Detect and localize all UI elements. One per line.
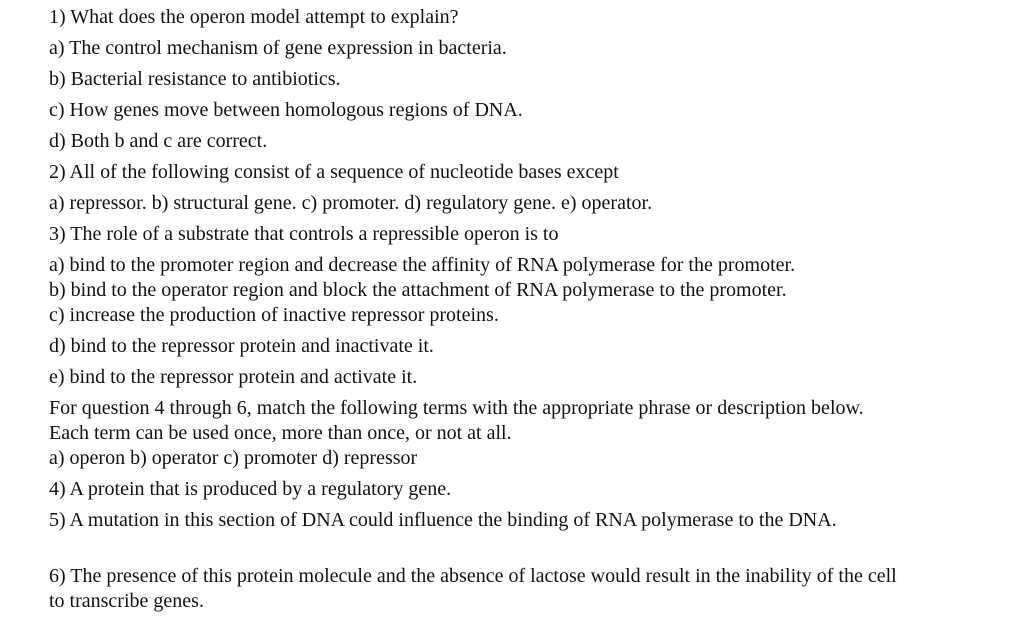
question-1: 1) What does the operon model attempt to explain?	[49, 6, 459, 28]
question-1-option-b: b) Bacterial resistance to antibiotics.	[49, 68, 341, 90]
question-3: 3) The role of a substrate that controls a repressible operon is to	[49, 223, 559, 245]
question-3-option-a: a) bind to the promoter region and decrease the affinity of RNA polymerase for the promoter.	[49, 254, 796, 276]
question-3-option-c: c) increase the production of inactive repressor proteins.	[49, 304, 499, 326]
question-5: 5) A mutation in this section of DNA could influence the binding of RNA polymerase to the DNA.	[49, 509, 837, 531]
question-1-option-a: a) The control mechanism of gene expression in bacteria.	[49, 37, 507, 59]
question-1-option-d: d) Both b and c are correct.	[49, 130, 268, 152]
matching-instructions: For question 4 through 6, match the following terms with the appropriate phrase or description below. Each term can be used once, more than once, or not at all.	[49, 397, 864, 444]
question-3-option-e: e) bind to the repressor protein and activate it.	[49, 366, 418, 388]
question-3-option-b: b) bind to the operator region and block the attachment of RNA polymerase to the promoter.	[49, 279, 787, 301]
question-1-option-c: c) How genes move between homologous regions of DNA.	[49, 99, 523, 121]
question-4: 4) A protein that is produced by a regulatory gene.	[49, 478, 452, 500]
matching-terms: a) operon b) operator c) promoter d) repressor	[49, 447, 418, 469]
question-3-option-d: d) bind to the repressor protein and inactivate it.	[49, 335, 434, 357]
question-2-options: a) repressor. b) structural gene. c) promoter. d) regulatory gene. e) operator.	[49, 192, 653, 214]
question-6: 6) The presence of this protein molecule and the absence of lactose would result in the inability of the cell to transcribe genes.	[49, 565, 897, 612]
question-2: 2) All of the following consist of a sequence of nucleotide bases except	[49, 161, 619, 183]
